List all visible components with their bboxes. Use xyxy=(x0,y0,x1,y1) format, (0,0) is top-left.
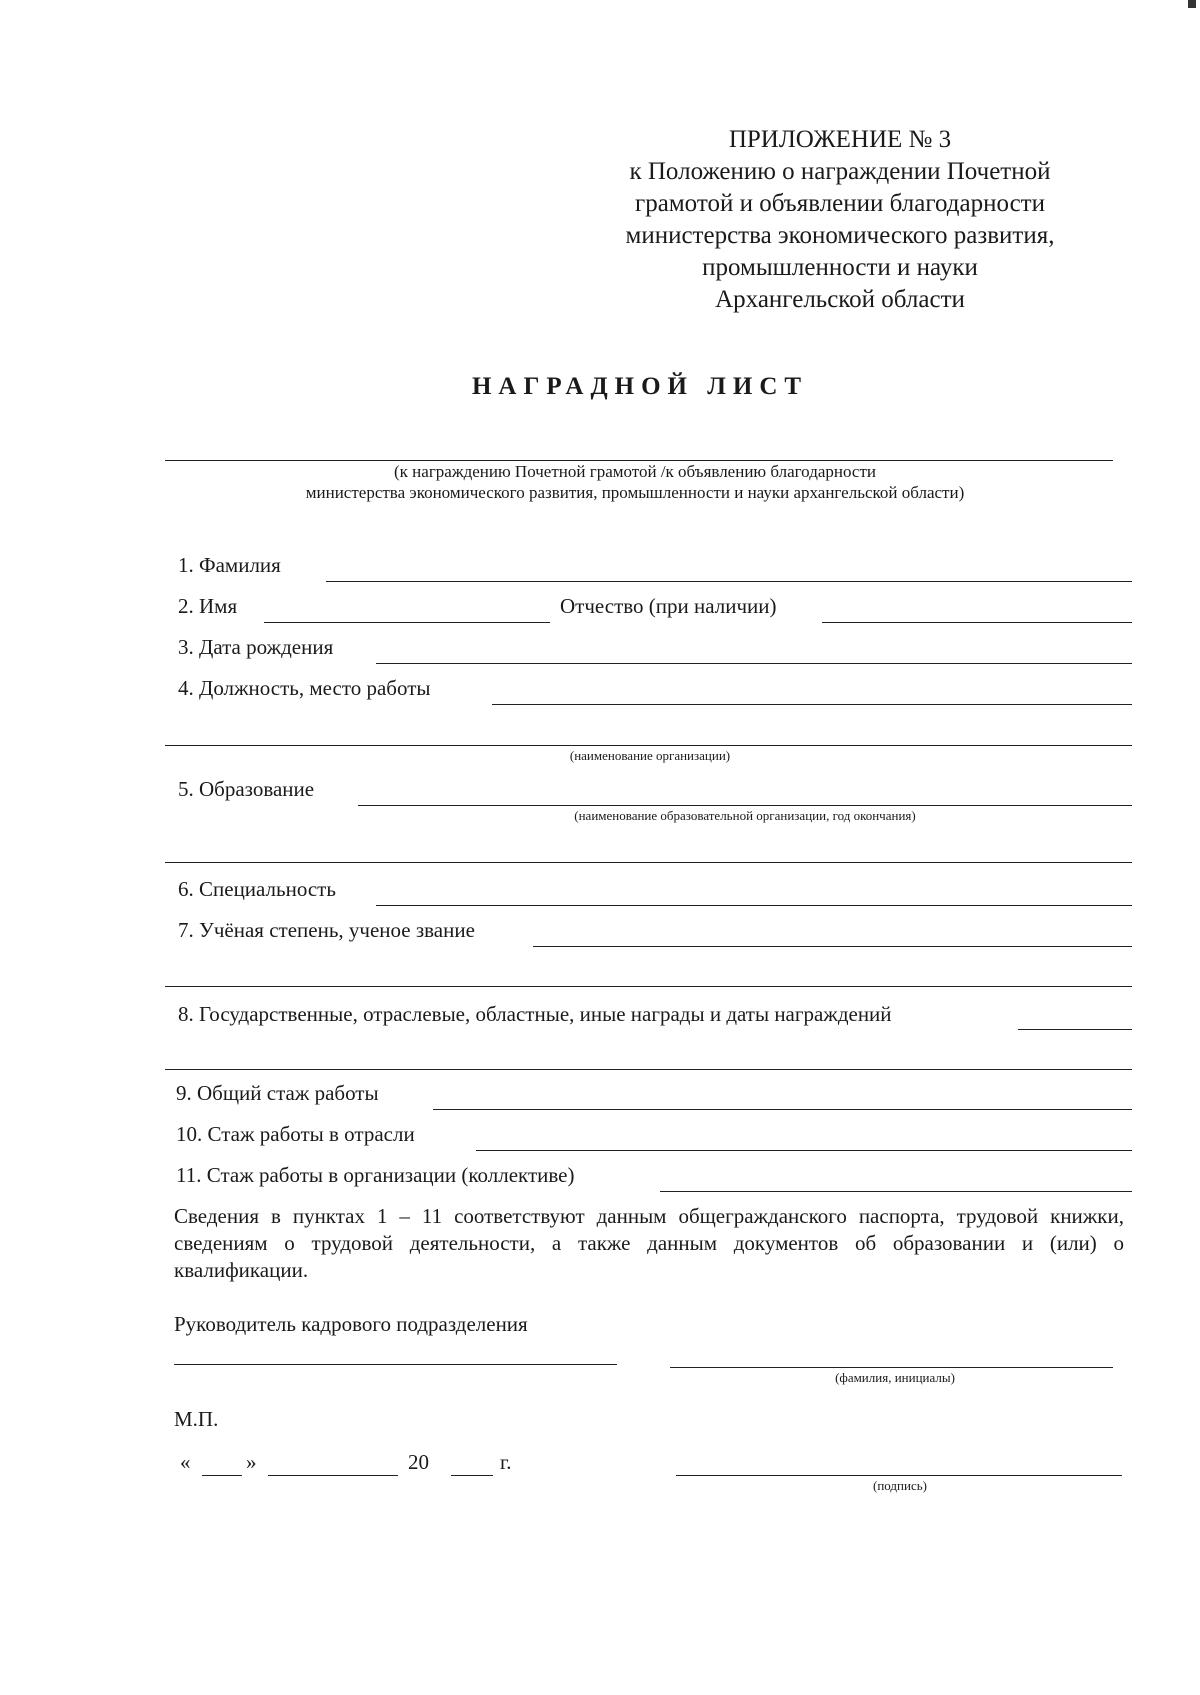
stamp-label: М.П. xyxy=(174,1407,219,1431)
confirmation-text: Сведения в пунктах 1 – 11 соответствуют данным общегражданского паспорта, трудовой книжки, сведениям о трудовой деятельности, а также данным документов об образовании и (или) о квалификации. xyxy=(174,1204,1124,1282)
purpose-caption-line: министерства экономического развития, промышленности и науки архангельской области) xyxy=(305,483,965,502)
birth-date-label: 3. Дата рождения xyxy=(178,635,334,659)
position-field[interactable] xyxy=(492,704,1132,705)
organization-caption: (наименование организации) xyxy=(569,748,731,763)
awards-field-continued[interactable] xyxy=(165,1069,1132,1070)
scan-mark xyxy=(1188,0,1196,8)
position-label: 4. Должность, место работы xyxy=(178,676,431,700)
document-title: НАГРАДНОЙ ЛИСТ xyxy=(471,373,809,400)
awards-field[interactable] xyxy=(1018,1029,1132,1030)
appendix-line: к Положению о награждении Почетной xyxy=(629,158,1051,185)
hr-head-label: Руководитель кадрового подразделения xyxy=(174,1312,528,1336)
purpose-caption-line: (к награждению Почетной грамотой /к объявлению благодарности xyxy=(394,462,876,481)
name-caption: (фамилия, инициалы) xyxy=(835,1370,955,1385)
education-field[interactable] xyxy=(358,805,1132,806)
industry-experience-label: 10. Стаж работы в отрасли xyxy=(176,1122,415,1146)
appendix-line: Архангельской области xyxy=(715,286,965,313)
total-experience-label: 9. Общий стаж работы xyxy=(176,1081,379,1105)
appendix-line: промышленности и науки xyxy=(702,254,978,281)
industry-experience-field[interactable] xyxy=(476,1150,1132,1151)
name-label: 2. Имя xyxy=(178,594,238,618)
degree-field-continued[interactable] xyxy=(165,986,1132,987)
degree-label: 7. Учёная степень, ученое звание xyxy=(178,918,475,942)
date-quote-close: » xyxy=(246,1450,257,1474)
date-year-prefix: 20 xyxy=(408,1450,429,1474)
purpose-caption xyxy=(160,461,1110,503)
org-experience-label: 11. Стаж работы в организации (коллективе) xyxy=(176,1163,575,1187)
degree-field[interactable] xyxy=(533,946,1132,947)
date-quote-open: « xyxy=(180,1450,191,1474)
surname-field[interactable] xyxy=(326,581,1132,582)
appendix-header xyxy=(560,124,1120,316)
appendix-line: министерства экономического развития, xyxy=(625,222,1055,249)
education-label: 5. Образование xyxy=(178,777,315,801)
date-month-field[interactable] xyxy=(268,1475,398,1476)
hr-signature-field[interactable] xyxy=(174,1364,617,1365)
appendix-line: ПРИЛОЖЕНИЕ № 3 xyxy=(728,126,952,153)
date-year-suffix: г. xyxy=(500,1450,512,1474)
hr-name-field[interactable] xyxy=(670,1367,1113,1368)
signature-caption: (подпись) xyxy=(873,1478,927,1493)
surname-label: 1. Фамилия xyxy=(178,553,281,577)
education-caption: (наименование образовательной организации, год окончания) xyxy=(574,808,916,823)
date-day-field[interactable] xyxy=(202,1475,242,1476)
organization-field[interactable] xyxy=(165,745,1132,746)
patronymic-label: Отчество (при наличии) xyxy=(560,594,777,618)
specialty-label: 6. Специальность xyxy=(178,877,336,901)
specialty-field[interactable] xyxy=(376,905,1132,906)
total-experience-field[interactable] xyxy=(433,1109,1132,1110)
patronymic-field[interactable] xyxy=(822,622,1132,623)
signature-field[interactable] xyxy=(676,1475,1122,1476)
name-field[interactable] xyxy=(264,622,550,623)
date-year-field[interactable] xyxy=(451,1475,493,1476)
awards-label: 8. Государственные, отраслевые, областные, иные награды и даты награждений xyxy=(178,1002,892,1026)
appendix-line: грамотой и объявлении благодарности xyxy=(635,190,1045,217)
education-field-continued[interactable] xyxy=(165,862,1132,863)
birth-date-field[interactable] xyxy=(376,663,1132,664)
org-experience-field[interactable] xyxy=(660,1191,1132,1192)
